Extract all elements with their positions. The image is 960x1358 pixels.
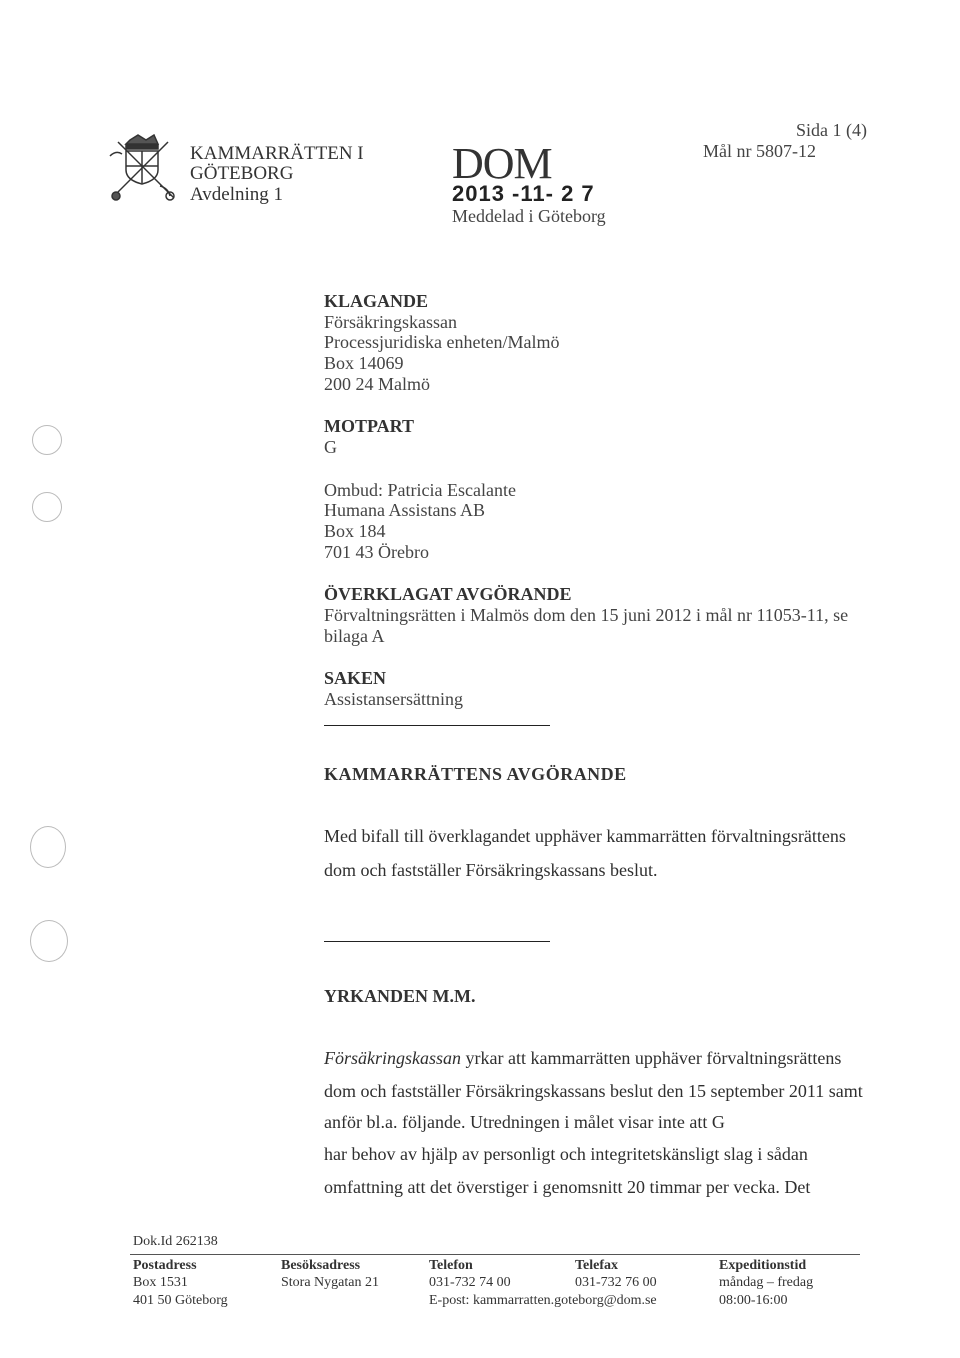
saken-text: Assistansersättning xyxy=(324,689,463,709)
footer-divider xyxy=(130,1254,860,1255)
motpart-line: Humana Assistans AB xyxy=(324,500,486,520)
expedition-label: Expeditionstid xyxy=(719,1258,807,1273)
court-name-line1: KAMMARRÄTTEN I xyxy=(190,143,364,164)
punch-hole-mark xyxy=(32,425,62,455)
klagande-line: Box 14069 xyxy=(324,353,404,373)
motpart-line: Box 184 xyxy=(324,521,386,541)
issued-location: Meddelad i Göteborg xyxy=(452,206,606,226)
telefax-number: 031-732 76 00 xyxy=(575,1275,657,1290)
saken-heading: SAKEN xyxy=(324,668,387,688)
yrkanden-line xyxy=(324,1048,841,1069)
yrkanden-heading: YRKANDEN M.M. xyxy=(324,986,476,1006)
klagande-line: Försäkringskassan xyxy=(324,312,457,332)
besoksadress-label: Besöksadress xyxy=(281,1258,361,1273)
yrkanden-text: yrkar att kammarrätten upphäver förvaltningsrättens xyxy=(461,1048,842,1068)
court-name-line2: GÖTEBORG xyxy=(190,163,294,184)
telefon-label: Telefon xyxy=(429,1258,473,1273)
klagande-heading: KLAGANDE xyxy=(324,291,429,311)
motpart-line: Ombud: Patricia Escalante xyxy=(324,480,516,500)
punch-hole-mark xyxy=(30,826,66,868)
divider xyxy=(324,941,550,942)
punch-hole-mark xyxy=(32,492,62,522)
klagande-line: Processjuridiska enheten/Malmö xyxy=(324,332,560,352)
besoksadress: Stora Nygatan 21 xyxy=(281,1275,379,1290)
divider xyxy=(324,725,550,726)
overklagat-line: bilaga A xyxy=(324,626,385,646)
overklagat-heading: ÖVERKLAGAT AVGÖRANDE xyxy=(324,584,572,604)
motpart-name: G xyxy=(324,437,337,457)
expedition-hours: 08:00-16:00 xyxy=(719,1293,788,1308)
document-id: Dok.Id 262138 xyxy=(133,1234,218,1249)
postadress-line: Box 1531 xyxy=(133,1275,188,1290)
motpart-line: 701 43 Örebro xyxy=(324,542,429,562)
avgorande-line: dom och fastställer Försäkringskassans beslut. xyxy=(324,860,658,880)
postadress-label: Postadress xyxy=(133,1258,197,1273)
telefon-number: 031-732 74 00 xyxy=(429,1275,511,1290)
avgorande-heading: KAMMARRÄTTENS AVGÖRANDE xyxy=(324,764,627,784)
klagande-line: 200 24 Malmö xyxy=(324,374,430,394)
document-type: DOM xyxy=(452,139,552,188)
telefax-label: Telefax xyxy=(575,1258,619,1273)
party-name: Försäkringskassan xyxy=(324,1048,462,1068)
punch-hole-mark xyxy=(30,920,68,962)
case-number: Mål nr 5807-12 xyxy=(703,141,816,161)
motpart-heading: MOTPART xyxy=(324,416,415,436)
coat-of-arms-logo xyxy=(108,134,178,206)
division: Avdelning 1 xyxy=(190,184,284,205)
date-stamp: 2013 -11- 2 7 xyxy=(452,181,595,206)
overklagat-line: Förvaltningsrätten i Malmös dom den 15 juni 2012 i mål nr 11053-11, se xyxy=(324,605,849,625)
yrkanden-line: har behov av hjälp av personligt och integritetskänsligt slag i sådan xyxy=(324,1144,808,1164)
postadress-line: 401 50 Göteborg xyxy=(133,1293,228,1308)
yrkanden-line: omfattning att det överstiger i genomsnitt 20 timmar per vecka. Det xyxy=(324,1177,811,1197)
avgorande-line: Med bifall till överklagandet upphäver kammarrätten förvaltningsrättens xyxy=(324,826,846,846)
email-address[interactable]: E-post: kammarratten.goteborg@dom.se xyxy=(429,1293,657,1308)
yrkanden-line: anför bl.a. följande. Utredningen i målet visar inte att G xyxy=(324,1112,725,1132)
expedition-days: måndag – fredag xyxy=(719,1275,814,1290)
yrkanden-line: dom och fastställer Försäkringskassans beslut den 15 september 2011 samt xyxy=(324,1081,863,1101)
page-number: Sida 1 (4) xyxy=(796,120,867,140)
